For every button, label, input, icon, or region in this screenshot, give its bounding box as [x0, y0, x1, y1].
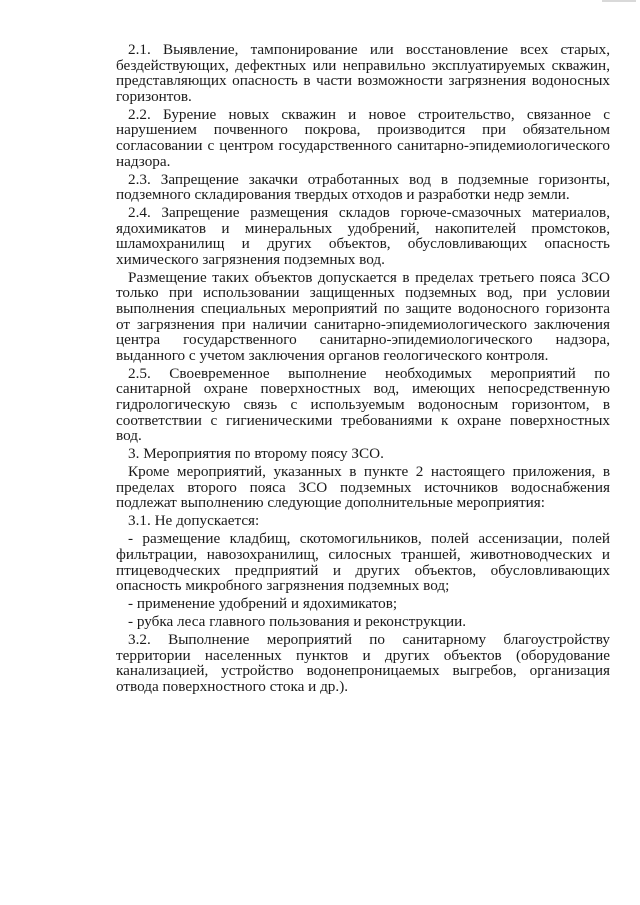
paragraph-3-2: 3.2. Выполнение мероприятий по санитарному благоустройству территории населенных пунктов и других объектов (оборудование канализацией, устройство водонепроницаемых выгребов, организация отвода поверхностного стока и др.).: [116, 631, 610, 695]
paragraph-2-2: 2.2. Бурение новых скважин и новое строительство, связанное с нарушением почвенного покрова, производится при обязательном согласовании с центром государственного санитарно-эпидемиологического надзора.: [116, 105, 610, 170]
paragraph-placement-conditions: Размещение таких объектов допускается в пределах третьего пояса ЗСО только при использовании защищенных подземных вод, при условии выполнения специальных мероприятий по защите водоносного горизонта от загрязнения при наличии санитарно-эпидемиологического заключения центра государственного санитарно-эпидемиологического надзора, выданного с учетом заключения органов геологического контроля.: [116, 268, 610, 364]
section-3-heading: 3. Мероприятия по второму поясу ЗСО.: [128, 445, 384, 463]
paragraph-section-3-intro: Кроме мероприятий, указанных в пункте 2 настоящего приложения, в пределах второго пояса ЗСО подземных источников водоснабжения подлежат выполнению следующие дополнительные мероприятия:: [116, 463, 610, 512]
scan-edge-mark: [602, 0, 636, 2]
paragraph-3-1: 3.1. Не допускается:: [128, 512, 260, 530]
paragraph-2-4: 2.4. Запрещение размещения складов горюче-смазочных материалов, ядохимикатов и минеральных удобрений, накопителей промстоков, шламохранилищ и других объектов, обусловливающих опасность химического загрязнения подземных вод.: [116, 204, 610, 268]
document-body: [116, 42, 610, 697]
paragraph-2-3: 2.3. Запрещение закачки отработанных вод в подземные горизонты, подземного складирования твердых отходов и разработки недр земли.: [116, 170, 610, 204]
list-item-fertilizers: - применение удобрений и ядохимикатов;: [128, 595, 398, 613]
paragraph-2-1: 2.1. Выявление, тампонирование или восстановление всех старых, бездействующих, дефектных или неправильно эксплуатируемых скважин, представляющих опасность в части возможности загрязнения водоносных горизонтов.: [116, 41, 610, 105]
list-item-logging: - рубка леса главного пользования и реконструкции.: [128, 613, 467, 631]
paragraph-2-5: 2.5. Своевременное выполнение необходимых мероприятий по санитарной охране поверхностных вод, имеющих непосредственную гидрологическую связь с используемым водоносным горизонтом, в соответствии с гигиеническими требованиями к охране поверхностных вод.: [116, 364, 610, 445]
list-item-placement: - размещение кладбищ, скотомогильников, полей ассенизации, полей фильтрации, навозохранилищ, силосных траншей, животноводческих и птицеводческих предприятий и других объектов, обусловливающих опасность микробного загрязнения подземных вод;: [116, 530, 610, 595]
